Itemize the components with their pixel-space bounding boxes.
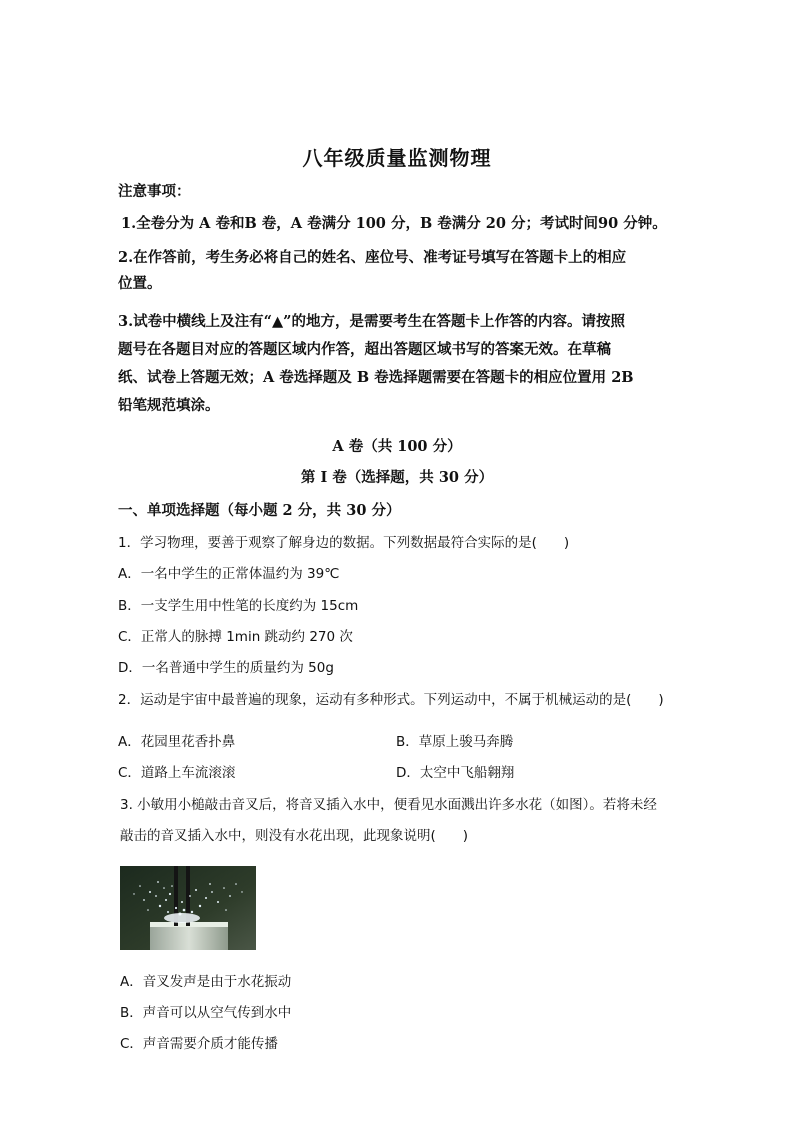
note-item-3-cont-2: 纸、试卷上答题无效；A 卷选择题及 B 卷选择题需要在答题卡的相应位置用 2B: [118, 369, 634, 386]
question-2-option-b: B．草原上骏马奔腾: [396, 734, 514, 750]
question-3-option-a: A．音叉发声是由于水花振动: [120, 974, 292, 990]
question-1-option-d: D．一名普通中学生的质量约为 50g: [118, 660, 334, 676]
notes-heading: 注意事项：: [118, 183, 191, 200]
question-1-stem: 1．学习物理，要善于观察了解身边的数据。下列数据最符合实际的是( ): [118, 535, 570, 551]
note-item-2: 2.在作答前，考生务必将自己的姓名、座位号、准考证号填写在答题卡上的相应: [118, 249, 627, 266]
question-3-option-b: B．声音可以从空气传到水中: [120, 1005, 292, 1021]
question-1-option-c: C．正常人的脉搏 1min 跳动约 270 次: [118, 629, 353, 645]
question-1-option-a: A．一名中学生的正常体温约为 39℃: [118, 566, 340, 582]
section-a-heading: A 卷（共 100 分）: [332, 438, 462, 455]
tuning-fork-photo: [120, 866, 256, 950]
question-2-stem: 2．运动是宇宙中最普遍的现象，运动有多种形式。下列运动中，不属于机械运动的是( ): [118, 692, 664, 708]
note-item-3-cont-3: 铅笔规范填涂。: [118, 397, 220, 414]
note-item-3: 3.试卷中横线上及注有“▲”的地方，是需要考生在答题卡上作答的内容。请按照: [118, 313, 625, 330]
question-2-option-a: A．花园里花香扑鼻: [118, 734, 236, 750]
note-item-3-cont-1: 题号在各题目对应的答题区域内作答，超出答题区域书写的答案无效。在草稿: [118, 341, 611, 358]
question-3-option-c: C．声音需要介质才能传播: [120, 1036, 278, 1052]
question-2-option-d: D．太空中飞船翱翔: [396, 765, 515, 781]
note-item-1: 1.全卷分为 A 卷和B 卷，A 卷满分 100 分，B 卷满分 20 分；考试时间90 分钟。: [121, 215, 667, 232]
question-3-stem-line-2: 敲击的音叉插入水中，则没有水花出现，此现象说明( ): [120, 828, 469, 844]
page-title: 八年级质量监测物理: [302, 146, 492, 170]
question-1-option-b: B．一支学生用中性笔的长度约为 15cm: [118, 598, 359, 614]
question-2-option-c: C．道路上车流滚滚: [118, 765, 236, 781]
part-1-heading: 第 I 卷（选择题，共 30 分）: [300, 469, 494, 486]
group-1-heading: 一、单项选择题（每小题 2 分，共 30 分）: [118, 502, 401, 519]
note-item-2-cont: 位置。: [118, 275, 162, 292]
question-3-stem-line-1: 3. 小敏用小槌敲击音叉后，将音叉插入水中，便看见水面溅出许多水花（如图）。若将未经: [120, 797, 657, 813]
